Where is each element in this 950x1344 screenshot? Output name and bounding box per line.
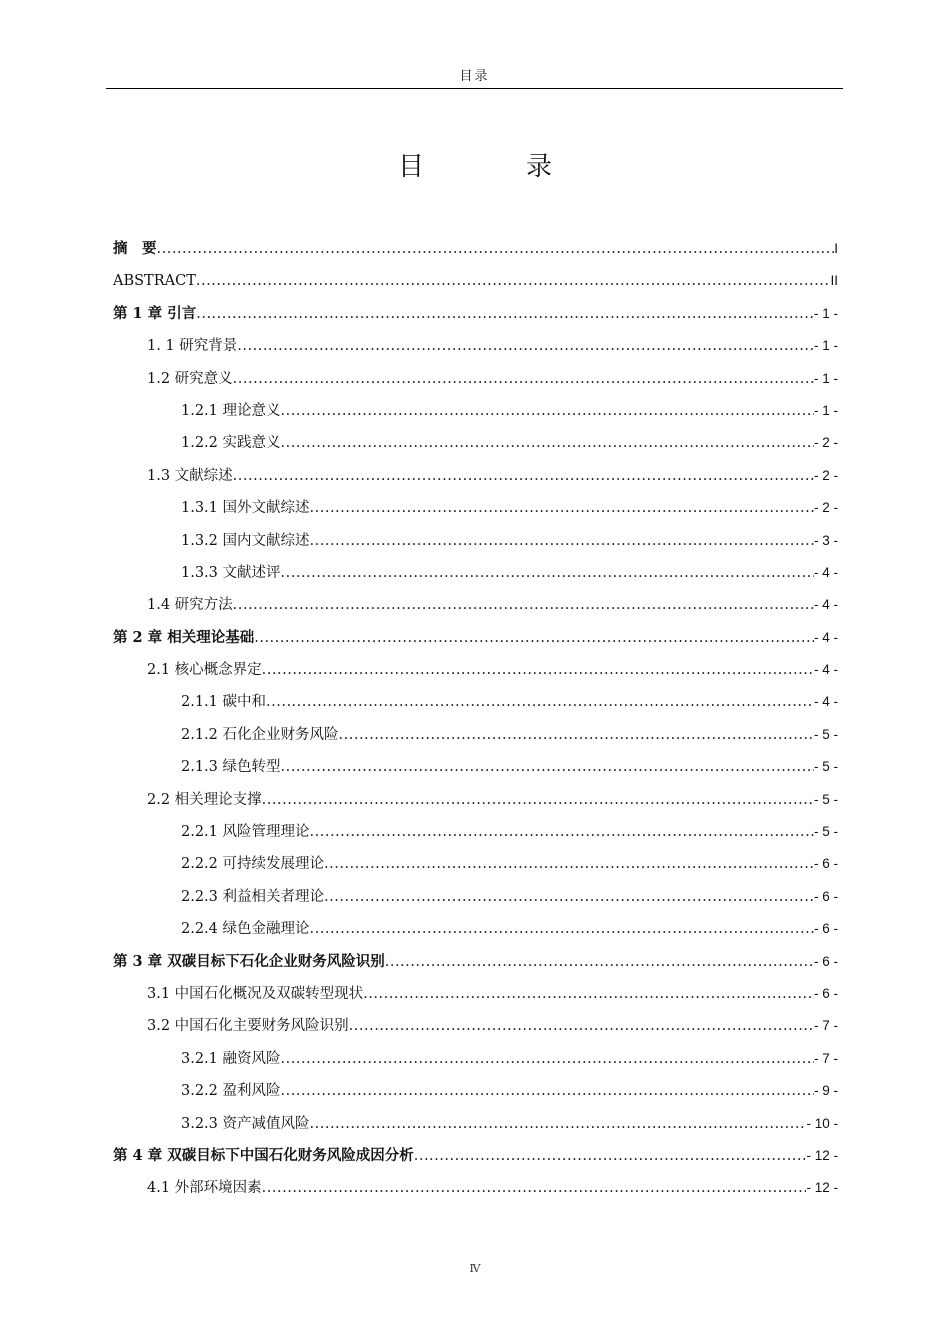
toc-leader-dots (281, 1075, 814, 1107)
toc-entry-page: - 6 - (813, 921, 838, 937)
toc-entry[interactable] (113, 686, 838, 718)
toc-entry-title: 1. 1 研究背景 (147, 338, 238, 355)
toc-entry[interactable] (113, 363, 838, 395)
toc-entry-page: - 5 - (813, 791, 838, 807)
toc-entry[interactable] (113, 719, 838, 751)
toc-leader-dots (281, 557, 814, 589)
toc-entry-title: 1.3.2 国内文献综述 (181, 532, 310, 549)
toc-entry-title: 摘 要 (113, 240, 157, 257)
toc-entry-page: - 9 - (813, 1083, 838, 1099)
toc-entry-title: 2.1.2 石化企业财务风险 (181, 726, 339, 743)
toc-entry-page: - 10 - (806, 1115, 838, 1131)
toc-entry[interactable] (113, 654, 838, 686)
toc-entry[interactable] (113, 1172, 838, 1204)
toc-entry-title: 3.1 中国石化概况及双碳转型现状 (147, 985, 364, 1002)
toc-entry[interactable] (113, 622, 838, 654)
toc-entry-page: - 12 - (806, 1147, 838, 1163)
toc-entry-page: - 6 - (813, 856, 838, 872)
toc-leader-dots (310, 816, 814, 848)
toc-entry-title: 3.2.3 资产减值风险 (181, 1115, 310, 1132)
toc-entry-title: 1.3 文献综述 (147, 467, 233, 484)
toc-entry[interactable] (113, 1108, 838, 1140)
toc-entry[interactable] (113, 525, 838, 557)
toc-entry[interactable] (113, 1075, 838, 1107)
table-of-contents (113, 233, 838, 1205)
toc-entry-title: 1.4 研究方法 (147, 597, 233, 614)
toc-entry[interactable] (113, 946, 838, 978)
toc-leader-dots (196, 265, 831, 297)
toc-entry-title: 2.2.4 绿色金融理论 (181, 921, 310, 938)
toc-entry-title: 2.1.3 绿色转型 (181, 759, 281, 776)
toc-leader-dots (233, 589, 814, 621)
toc-leader-dots (349, 1010, 814, 1042)
toc-entry-title: 2.2.3 利益相关者理论 (181, 888, 325, 905)
toc-leader-dots (196, 298, 814, 330)
toc-entry[interactable] (113, 978, 838, 1010)
toc-leader-dots (310, 1108, 807, 1140)
toc-leader-dots (310, 913, 814, 945)
page-header: 目录 (106, 66, 843, 89)
toc-entry[interactable] (113, 298, 838, 330)
toc-entry-title: 第 1 章 引言 (113, 304, 197, 322)
toc-entry[interactable] (113, 330, 838, 362)
toc-entry-title: 第 2 章 相关理论基础 (113, 628, 255, 646)
toc-entry-page: - 1 - (813, 402, 838, 418)
toc-entry-page: - 7 - (813, 1050, 838, 1066)
toc-entry-page: - 12 - (806, 1180, 838, 1196)
toc-leader-dots (310, 492, 814, 524)
toc-entry[interactable] (113, 1010, 838, 1042)
toc-entry[interactable] (113, 784, 838, 816)
toc-leader-dots (233, 363, 814, 395)
toc-entry-page: - 5 - (813, 726, 838, 742)
toc-leader-dots (262, 1172, 807, 1204)
toc-entry-title: 1.3.1 国外文献综述 (181, 500, 310, 517)
toc-entry-page: - 5 - (813, 824, 838, 840)
page-title: 目 录 (397, 152, 590, 182)
toc-entry[interactable] (113, 881, 838, 913)
toc-entry[interactable] (113, 848, 838, 880)
toc-leader-dots (339, 719, 814, 751)
toc-entry-page: - 6 - (813, 953, 838, 969)
toc-leader-dots (385, 946, 814, 978)
toc-entry[interactable] (113, 265, 838, 297)
toc-entry-title: 2.2.2 可持续发展理论 (181, 856, 325, 873)
toc-entry-title: 2.1.1 碳中和 (181, 694, 267, 711)
toc-leader-dots (310, 525, 814, 557)
toc-entry-title: 1.2.2 实践意义 (181, 435, 281, 452)
toc-leader-dots (324, 881, 814, 913)
toc-leader-dots (414, 1140, 807, 1172)
toc-entry-page: - 6 - (813, 985, 838, 1001)
toc-entry[interactable] (113, 751, 838, 783)
toc-entry-title: 3.2.1 融资风险 (181, 1050, 281, 1067)
toc-entry-page: I (834, 241, 838, 256)
toc-leader-dots (266, 686, 814, 718)
toc-entry-page: - 1 - (813, 338, 838, 354)
toc-entry-title: 1.3.3 文献述评 (181, 564, 281, 581)
toc-entry[interactable] (113, 1043, 838, 1075)
toc-entry-page: - 2 - (813, 435, 838, 451)
toc-leader-dots (281, 1043, 814, 1075)
toc-leader-dots (281, 395, 814, 427)
toc-entry[interactable] (113, 427, 838, 459)
toc-entry[interactable] (113, 395, 838, 427)
toc-entry-page: - 3 - (813, 532, 838, 548)
toc-entry-page: - 4 - (813, 694, 838, 710)
toc-entry[interactable] (113, 816, 838, 848)
toc-entry-title: 1.2.1 理论意义 (181, 402, 281, 419)
toc-entry[interactable] (113, 492, 838, 524)
toc-entry-page: - 4 - (813, 662, 838, 678)
toc-entry-title: 3.2.2 盈利风险 (181, 1083, 281, 1100)
toc-entry-title: 2.2 相关理论支撑 (147, 791, 262, 808)
toc-entry-page: - 4 - (813, 564, 838, 580)
toc-leader-dots (281, 427, 814, 459)
toc-leader-dots (157, 233, 835, 265)
toc-entry-title: 1.2 研究意义 (147, 370, 233, 387)
toc-entry-page: - 7 - (813, 1018, 838, 1034)
toc-entry-page: - 1 - (813, 305, 838, 321)
toc-entry-page: - 1 - (813, 370, 838, 386)
toc-leader-dots (262, 654, 814, 686)
toc-entry-title: 第 3 章 双碳目标下石化企业财务风险识别 (113, 952, 385, 970)
toc-entry-page: - 5 - (813, 759, 838, 775)
toc-entry[interactable] (113, 460, 838, 492)
toc-leader-dots (237, 330, 814, 362)
toc-leader-dots (262, 784, 814, 816)
toc-entry-page: - 4 - (813, 629, 838, 645)
toc-entry[interactable] (113, 913, 838, 945)
toc-leader-dots (254, 622, 814, 654)
toc-entry-page: - 2 - (813, 467, 838, 483)
toc-entry[interactable] (113, 233, 838, 265)
toc-entry-page: II (830, 273, 838, 289)
toc-entry-page: - 6 - (813, 888, 838, 904)
toc-leader-dots (324, 848, 814, 880)
toc-entry[interactable] (113, 557, 838, 589)
toc-entry-title: 2.1 核心概念界定 (147, 662, 262, 679)
toc-entry-title: 4.1 外部环境因素 (147, 1180, 262, 1197)
toc-entry-title: ABSTRACT (113, 273, 196, 290)
toc-leader-dots (233, 460, 814, 492)
toc-entry[interactable] (113, 589, 838, 621)
page-number: Ⅳ (469, 1262, 481, 1275)
toc-entry-title: 3.2 中国石化主要财务风险识别 (147, 1018, 349, 1035)
toc-entry-page: - 4 - (813, 597, 838, 613)
toc-entry-title: 第 4 章 双碳目标下中国石化财务风险成因分析 (113, 1146, 414, 1164)
toc-leader-dots (281, 751, 814, 783)
toc-entry[interactable] (113, 1140, 838, 1172)
toc-entry-title: 2.2.1 风险管理理论 (181, 824, 310, 841)
toc-leader-dots (363, 978, 814, 1010)
toc-entry-page: - 2 - (813, 500, 838, 516)
